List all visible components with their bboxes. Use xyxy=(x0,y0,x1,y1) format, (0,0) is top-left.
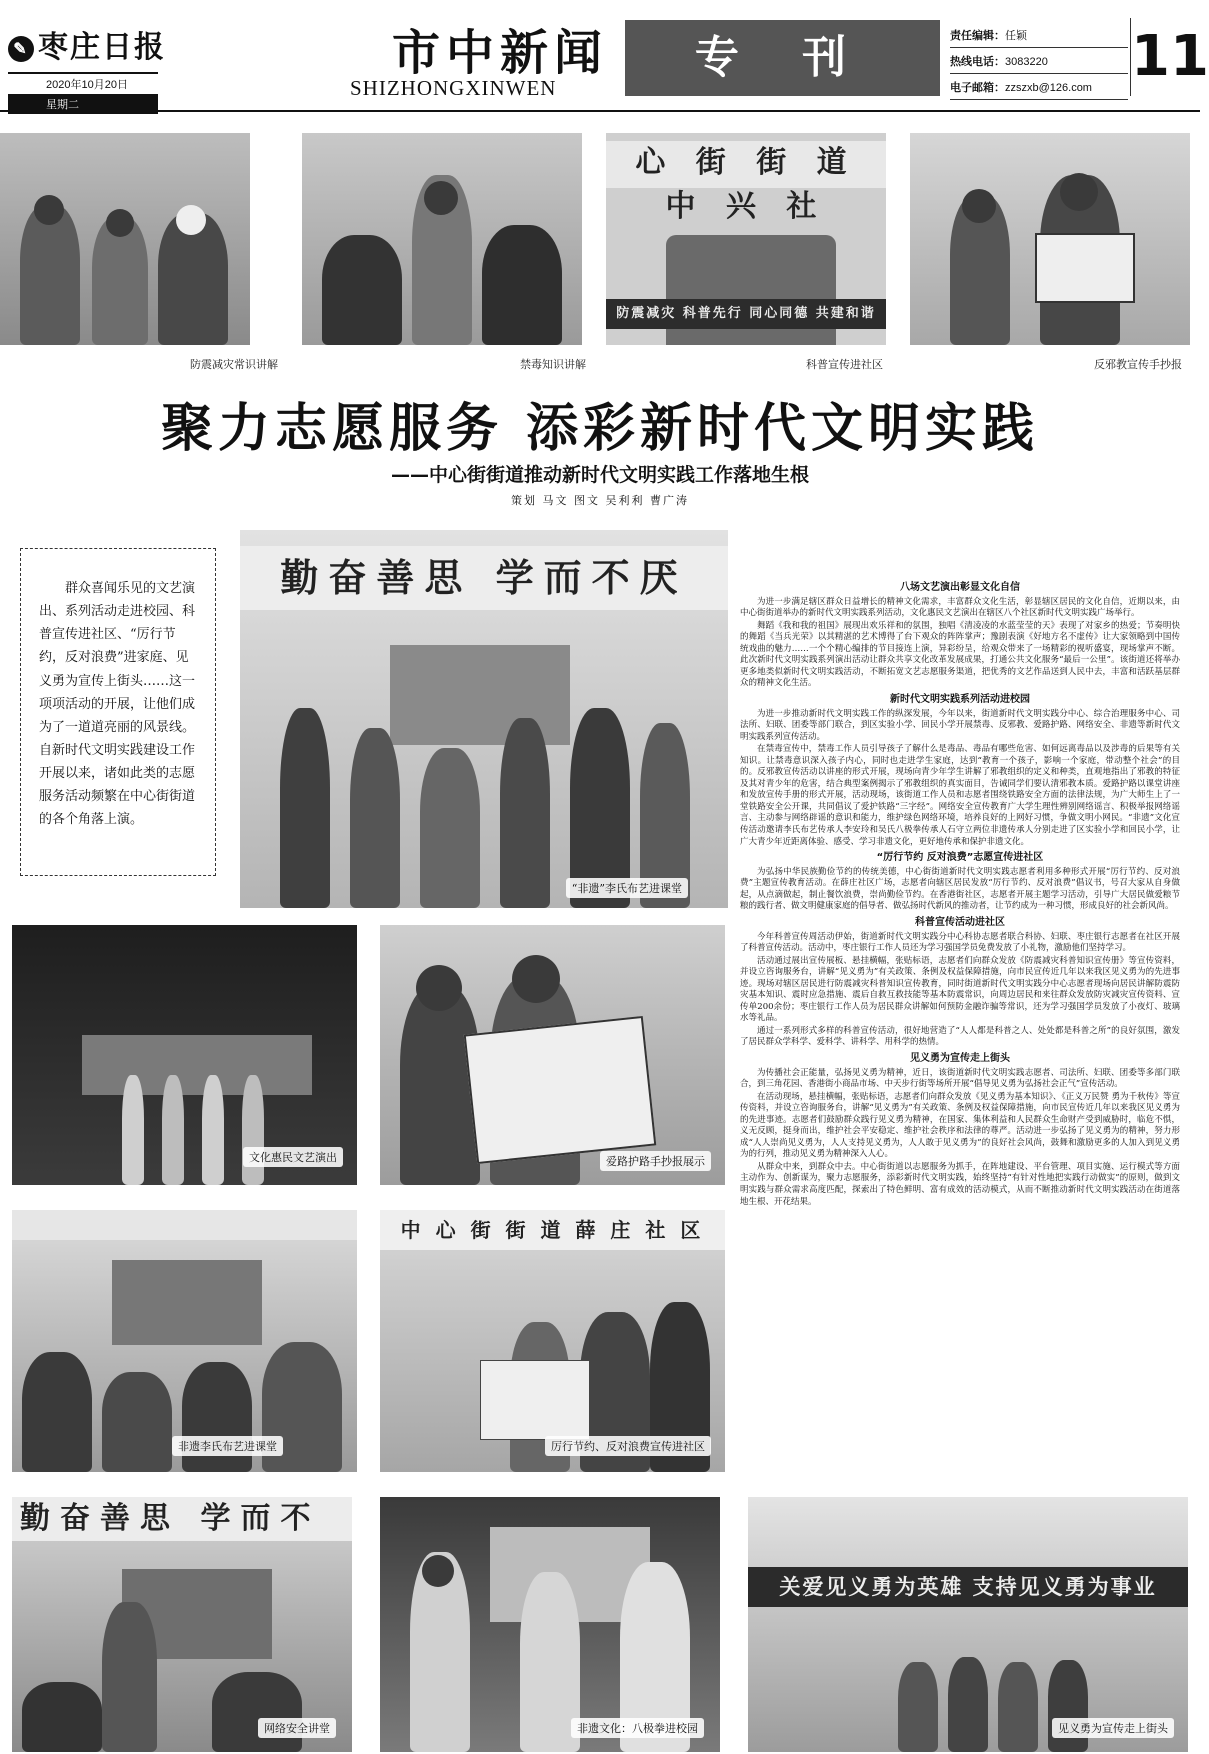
credits: 策划 马文 图文 吴利利 曹广涛 xyxy=(511,494,689,507)
paragraph: 在禁毒宣传中，禁毒工作人员引导孩子了解什么是毒品、毒品有哪些危害、如何远离毒品以及涉毒的后果等有关知识。让禁毒意识深入孩子内心，同时也走进学生家庭，达到“教育一个孩子，影响一个家庭，带动整个社会”的目的。反邪教宣传活动以讲座的形式开展，现场向青少年学生讲解了邪教组织的定义和种类，直观地指出了邪教的特征及其对青少年的危害，结合典型案例揭示了邪教组织的真实面目，告诫同学们要认清邪教本质。爱路护路以课堂讲座和发放宣传手册的形式开展，活动现场，该街道工作人员和志愿者围绕铁路安全方面的法律法规，为广大师生上了一堂铁路安全公开课，共同倡议了爱护铁路“三字经”。网络安全宣传教育广大学生理性辨别网络谣言、积极举报网络谣言、主动参与网络辟谣的意识和能力，维护绿色网络环境，培养良好的上网好习惯，争做文明小网民。“非遗”文化宣传活动邀请李氏布艺传承人李安玲和吴氏八极拳传承人石守立两位非遗传承人分别走进了区实验小学和回民小学，让广大青少年近距离体验、感受、学习非遗文化，更好地传承和保护非遗文化。 xyxy=(740,744,1180,847)
paragraph: 为进一步满足辖区群众日益增长的精神文化需求，丰富群众文化生活，彰显辖区居民的文化自信，近期以来，由中心街街道举办的新时代文明实践系列活动，文化惠民文艺演出在辖区八个社区新时代文明实践广场举行。 xyxy=(740,596,1180,619)
paragraph: 通过一系列形式多样的科普宣传活动，很好地营造了“人人都是科普之人、处处都是科普之所”的良好氛围，激发了居民群众学科学、爱科学、讲科学、用科学的热情。 xyxy=(740,1025,1180,1048)
photo-science-community: 心 街 街 道 中 兴 社 防震减灾 科普先行 同心同德 共建和谐 xyxy=(606,133,886,345)
page-number: 11 xyxy=(1130,18,1194,96)
date-box xyxy=(8,72,158,114)
main-headline: 聚力志愿服务 添彩新时代文明实践 xyxy=(160,399,1040,459)
paragraph: 为进一步推动新时代文明实践工作的纵深发展，今年以来，街道新时代文明实践分中心、综合治理服务中心、司法所、妇联、团委等部门联合，到区实验小学、回民小学开展禁毒、反邪教、爱路护路、网络安全、非遗等新时代文明实践系列宣传活动。 xyxy=(740,708,1180,742)
photo-railway-poster xyxy=(380,925,725,1185)
caption-railway: 爱路护路手抄报展示 xyxy=(600,1151,711,1171)
caption-network: 网络安全讲堂 xyxy=(258,1718,336,1738)
issue-weekday: 星期二 xyxy=(8,94,158,114)
paragraph: 在活动现场，悬挂横幅，张贴标语，志愿者们向群众发放《见义勇为基本知识》、《正义万民赞 勇为千秋传》等宣传资料，并设立咨询服务台，讲解“见义勇为”有关政策、条例及权益保障措施，向市民宣传近几年以来我区见义勇为的先进事迹。志愿者们鼓励群众践行见义勇为精神，在国家、集体利益和人民群众生命财产受到威胁时，临危不惧，义无反顾，挺身而出，维护社会平安稳定、维护社会秩序和法律的尊严。活动进一步弘扬了见义勇为的精神，努力形成“人人崇尚见义勇为，人人支持见义勇为，人人敢于见义勇为”的良好社会风尚，鼓舞和激励更多的人加入到见义勇为的行列，推动见义勇为精神深入人心。 xyxy=(740,1091,1180,1160)
classroom-screen xyxy=(390,645,570,745)
section-heading-school: 新时代文明实践系列活动进校园 xyxy=(890,693,1030,705)
section-heading-science: 科普宣传活动进社区 xyxy=(915,916,1005,928)
caption-performance: 文化惠民文艺演出 xyxy=(243,1147,343,1167)
email-row: 电子邮箱：zzszxb@126.com xyxy=(950,74,1128,100)
newspaper-logo: ✎ 枣庄日报 xyxy=(8,22,166,66)
editor-info xyxy=(950,22,1128,100)
masthead-rule xyxy=(0,110,1200,112)
caption-earthquake: 防震减灾常识讲解 xyxy=(190,358,278,371)
photo-cultural-performance xyxy=(12,925,357,1185)
caption-science: 科普宣传进社区 xyxy=(806,358,883,371)
photo-network-safety: 勤奋善思 学而不 网络安全讲堂 xyxy=(12,1497,352,1752)
intro-box: 群众喜闻乐见的文艺演出、系列活动走进校园、科普宣传进社区、“厉行节约，反对浪费”进家庭、见义勇为宣传上街头……这一项项活动的开展，让他们成为了一道道亮丽的风景线。自新时代文明实践建设工作开展以来，诸如此类的志愿服务活动频繁在中心街街道的各个角落上演。 xyxy=(20,548,216,876)
caption-bajiquan: 非遗文化：八极拳进校园 xyxy=(571,1718,704,1738)
paragraph: 为弘扬中华民族勤俭节约的传统美德，中心街街道新时代文明实践志愿者利用多种形式开展“厉行节约、反对浪费”主题宣传教育活动。在薛庄社区广场，志愿者向辖区居民发放“厉行节约、反对浪费”倡议书，号召大家从自身做起，从点滴做起，制止餐饮浪费，崇尚勤俭节约。在香港街社区，志愿者开展主题学习活动，引导广大居民做爱粮节粮的践行者、做文明健康家庭的倡导者、做弘扬时代新风的推动者，让节约成为一种习惯，形成良好的社会新风尚。 xyxy=(740,866,1180,912)
section-heading-arts: 八场文艺演出彰显文化自信 xyxy=(900,582,1020,593)
special-edition-label: 专 刊 xyxy=(625,20,940,96)
photo-bajiquan xyxy=(380,1497,720,1752)
railway-poster xyxy=(464,1016,657,1164)
caption-anti-drug: 禁毒知识讲解 xyxy=(520,358,586,371)
paragraph: 今年科普宣传周活动伊始，街道新时代文明实践分中心科协志愿者联合科协、妇联、枣庄银行志愿者在社区开展了科普宣传活动。活动中，枣庄银行工作人员还为学习强国学员免费发放了小礼物，激励他们坚持学习。 xyxy=(740,931,1180,954)
issue-date: 2020年10月20日 xyxy=(46,79,128,91)
paragraph: 活动通过展出宣传展板、悬挂横幅，张贴标语，志愿者们向群众发放《防震减灾科普知识宣传册》等宣传资料，并设立咨询服务台，讲解“见义勇为”有关政策、条例及权益保障措施，向市民宣传近几年以来我区见义勇为的先进事迹。现场对辖区居民进行防震减灾科普知识宣传教育，同时街道新时代文明实践分中心志愿者现场向居民讲解防震防灾基本知识、震时应急措施、震后自救互救技能等基本防震常识，向周边居民和来往群众发放防灾减灾宣传资料、宣传单200余份；枣庄银行工作人员为居民群众讲解如何预防金融诈骗等常识，还为学习强国学员发放了小夜灯、玻璃水等礼品。 xyxy=(740,955,1180,1024)
section-pinyin: SHIZHONGXINWEN xyxy=(350,76,557,100)
caption-thrift: 厉行节约、反对浪费宣传进社区 xyxy=(545,1436,711,1456)
sub-headline: ——中心街街道推动新时代文明实践工作落地生根 xyxy=(390,464,809,486)
section-heading-bravery: 见义勇为宣传走上街头 xyxy=(910,1052,1010,1064)
caption-bravery: 见义勇为宣传走上街头 xyxy=(1052,1718,1174,1738)
photo-main-fabric-art: 勤奋善思 学而不厌 “非遗”李氏布艺进课堂 xyxy=(240,530,728,908)
photo-fabric-art-class xyxy=(12,1210,357,1472)
photo-anti-drug-lecture xyxy=(302,133,582,345)
section-title: 市中新闻 xyxy=(392,25,609,81)
caption-fabric-class: 非遗李氏布艺进课堂 xyxy=(172,1436,283,1456)
thrift-poster xyxy=(480,1360,590,1440)
caption-anti-cult: 反邪教宣传手抄报 xyxy=(1094,358,1182,371)
logo-icon: ✎ xyxy=(8,36,34,62)
caption-main-photo: “非遗”李氏布艺进课堂 xyxy=(566,878,688,898)
photo-earthquake-lecture xyxy=(0,133,250,345)
photo-thrift-community: 中 心 街 街 道 薛 庄 社 区 厉行节约、反对浪费宣传进社区 xyxy=(380,1210,725,1472)
photo-bravery-street: 关爱见义勇为英雄 支持见义勇为事业 见义勇为宣传走上街头 xyxy=(748,1497,1188,1752)
handwritten-poster xyxy=(1035,233,1135,303)
hotline-row: 热线电话：3083220 xyxy=(950,48,1128,74)
paragraph: 从群众中来，到群众中去。中心街街道以志愿服务为抓手，在阵地建设、平台管理、项目实施、运行模式等方面主动作为、创新谋为，聚力志愿服务，添彩新时代文明实践，始终坚持“有针对性地把实践行动做实”的原则，做到文明实践与群众需求高度匹配，探索出了特色鲜明、富有成效的活动模式，从而不断推动新时代文明实践活动在街道落地生根、开花结果。 xyxy=(740,1161,1180,1207)
stage-backdrop xyxy=(82,1035,312,1095)
editor-row: 责任编辑：任颖 xyxy=(950,22,1128,48)
photo-anti-cult-handwritten xyxy=(910,133,1190,345)
class-screen xyxy=(112,1260,262,1345)
paragraph: 为传播社会正能量，弘扬见义勇为精神，近日，该街道新时代文明实践志愿者、司法所、妇联、团委等多部门联合，到三角花园、香港街小商品市场、中天步行街等场所开展“倡导见义勇为弘扬社会正气”宣传活动。 xyxy=(740,1067,1180,1090)
section-heading-thrift: “厉行节约 反对浪费”志愿宣传进社区 xyxy=(876,852,1044,864)
paragraph: 舞蹈《我和我的祖国》展现出欢乐祥和的氛围，独唱《清凌凌的水蓝莹莹的天》表现了对家乡的热爱；节奏明快的舞蹈《当兵光荣》以其精湛的艺术博得了台下观众的阵阵掌声；豫剧表演《好地方名不虚传》让大家领略到中国传统戏曲的魅力……一个个精心编排的节目接连上演，异彩纷呈，给观众带来了一场精彩的视听盛宴，现场掌声不断。此次新时代文明实践系列演出活动让群众共享文化改革发展成果，打通公共文化服务“最后一公里”。该街道还将举办更多地类似新时代文明实践活动，不断拓宽文艺志愿服务渠道，把优秀的文艺作品送到人民中去，丰富和活跃基层群众的精神文化生活。 xyxy=(740,620,1180,689)
article-body xyxy=(740,578,1180,1209)
